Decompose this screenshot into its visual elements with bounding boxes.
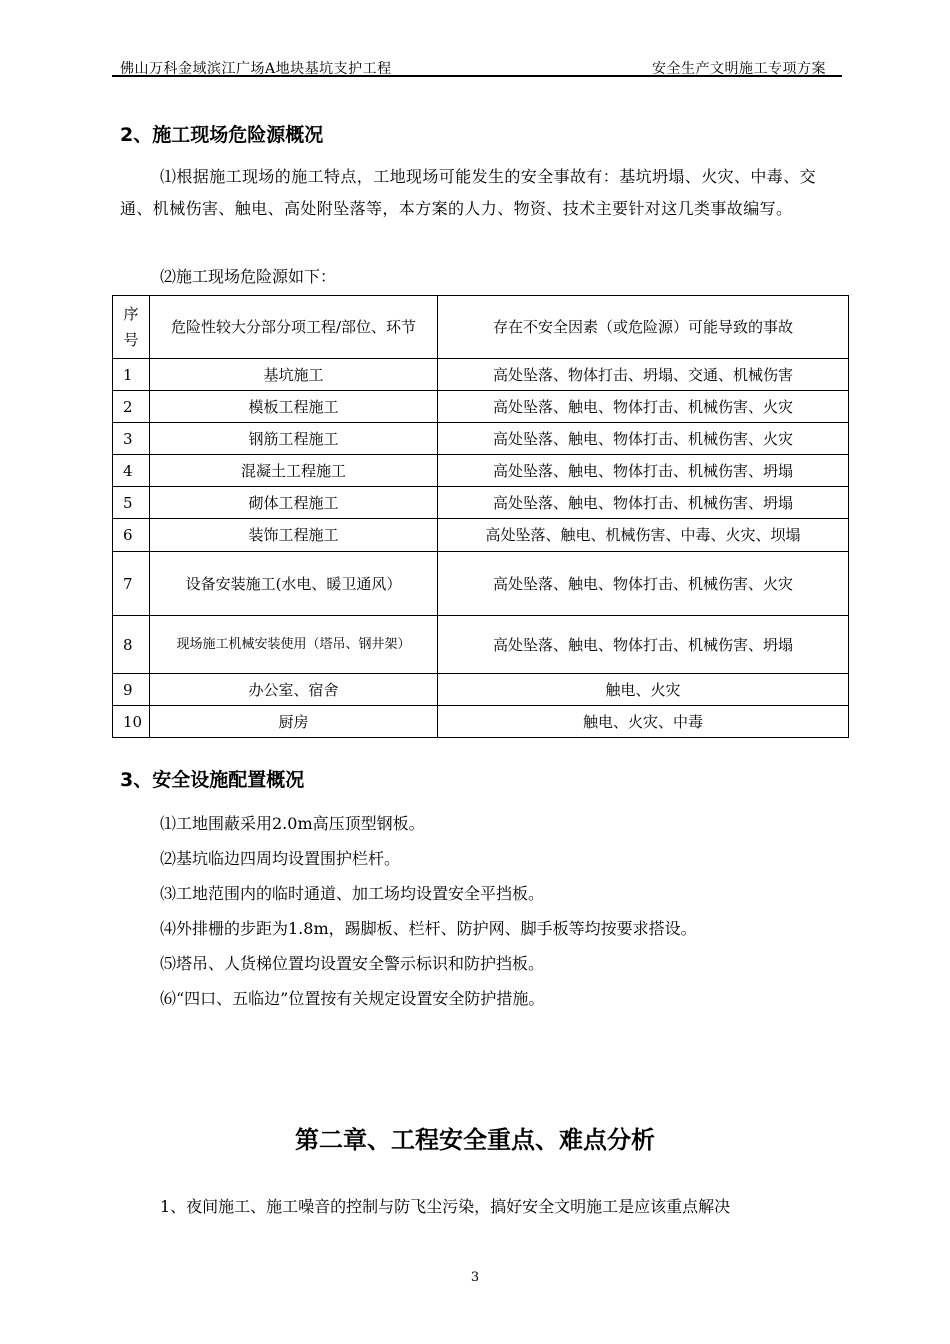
table-row [113,616,849,674]
row-number: 5 [113,487,150,519]
section-2-title: 2、施工现场危险源概况 [120,124,324,146]
row-risk: 高处坠落、触电、物体打击、机械伤害、火灾 [438,391,849,423]
row-risk: 高处坠落、触电、物体打击、机械伤害、坍塌 [438,616,849,674]
header-divider [112,75,842,77]
row-number: 1 [113,359,150,391]
row-risk: 高处坠落、触电、物体打击、机械伤害、坍塌 [438,455,849,487]
table-row [113,423,849,455]
row-risk: 高处坠落、触电、物体打击、机械伤害、火灾 [438,552,849,616]
row-number: 7 [113,552,150,616]
row-part: 现场施工机械安装使用（塔吊、钢井架） [150,616,438,674]
chapter-2-paragraph-1: 1、夜间施工、施工噪音的控制与防飞尘污染，搞好安全文明施工是应该重点解决 [160,1197,731,1216]
header-cell-part: 危险性较大分部分项工程/部位、环节 [150,296,438,359]
table-header-row [113,296,849,359]
table-row [113,519,849,552]
row-part: 基坑施工 [150,359,438,391]
row-part: 模板工程施工 [150,391,438,423]
table-row [113,359,849,391]
row-risk: 高处坠落、触电、机械伤害、中毒、火灾、坝塌 [438,519,849,552]
row-part: 厨房 [150,706,438,738]
safety-item-5: ⑸塔吊、人货梯位置均设置安全警示标识和防护挡板。 [160,954,545,973]
row-part: 设备安装施工(水电、暖卫通风） [150,552,438,616]
table-row [113,674,849,706]
safety-item-1: ⑴工地围蔽采用2.0m高压顶型钢板。 [160,814,425,833]
row-number: 3 [113,423,150,455]
row-risk: 高处坠落、物体打击、坍塌、交通、机械伤害 [438,359,849,391]
header-cell-number: 序号 [113,296,150,359]
table-row [113,552,849,616]
safety-item-2: ⑵基坑临边四周均设置围护栏杆。 [160,849,401,868]
safety-item-6: ⑹“四口、五临边”位置按有关规定设置安全防护措施。 [160,989,545,1008]
row-part: 办公室、宿舍 [150,674,438,706]
row-number: 9 [113,674,150,706]
table-row [113,706,849,738]
table-row [113,455,849,487]
header-document-title: 安全生产文明施工专项方案 [652,61,826,77]
row-risk: 触电、火灾 [438,674,849,706]
safety-item-4: ⑷外排栅的步距为1.8m，踢脚板、栏杆、防护网、脚手板等均按要求搭设。 [160,919,697,938]
row-part: 混凝土工程施工 [150,455,438,487]
section-3-title: 3、安全设施配置概况 [120,769,305,791]
row-number: 6 [113,519,150,552]
hazard-table [112,295,849,738]
header-project-name: 佛山万科金域滨江广场A地块基坑支护工程 [120,61,392,77]
row-number: 8 [113,616,150,674]
section-2-paragraph-1: ⑴根据施工现场的施工特点，工地现场可能发生的安全事故有：基坑坍塌、火灾、中毒、交通、机械伤害、触电、高处附坠落等，本方案的人力、物资、技术主要针对这几类事故编写。 [120,167,817,218]
row-number: 2 [113,391,150,423]
row-part: 装饰工程施工 [150,519,438,552]
section-2-paragraph-2: ⑵施工现场危险源如下： [160,267,337,286]
row-part: 钢筋工程施工 [150,423,438,455]
row-part: 砌体工程施工 [150,487,438,519]
row-number: 4 [113,455,150,487]
safety-item-3: ⑶工地范围内的临时通道、加工场均设置安全平挡板。 [160,884,545,903]
header-cell-risk: 存在不安全因素（或危险源）可能导致的事故 [438,296,849,359]
row-number: 10 [113,706,150,738]
chapter-2-title: 第二章、工程安全重点、难点分析 [295,1126,655,1154]
row-risk: 高处坠落、触电、物体打击、机械伤害、坍塌 [438,487,849,519]
page-number: 3 [470,1270,480,1285]
table-row [113,391,849,423]
row-risk: 高处坠落、触电、物体打击、机械伤害、火灾 [438,423,849,455]
row-risk: 触电、火灾、中毒 [438,706,849,738]
table-row [113,487,849,519]
